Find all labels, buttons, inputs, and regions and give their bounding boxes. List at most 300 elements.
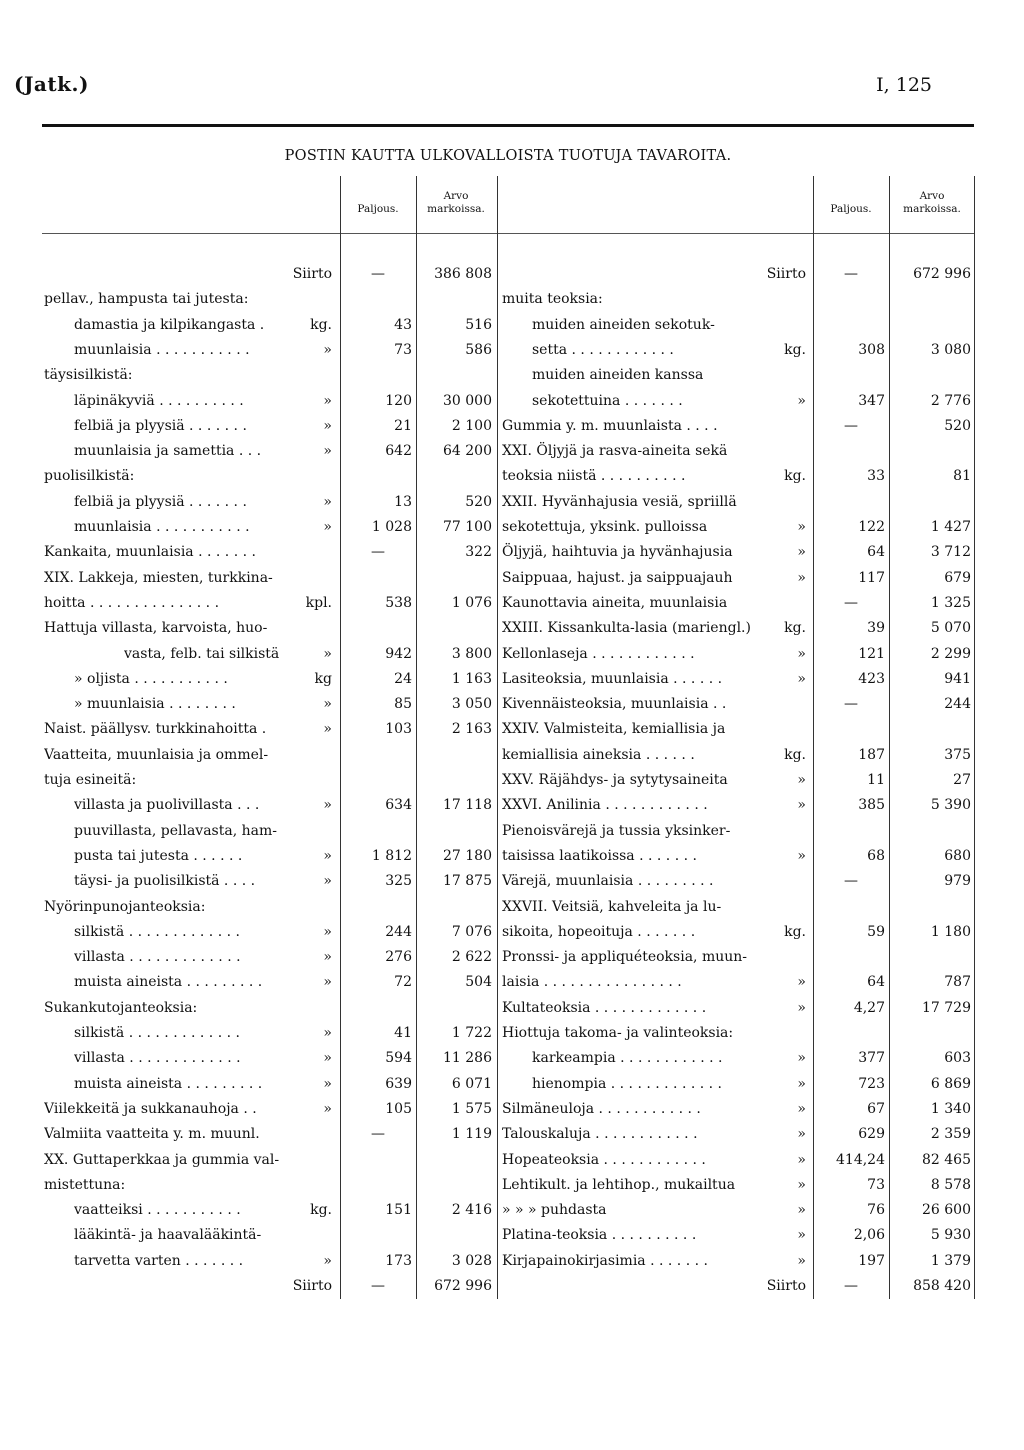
row-unit: »	[797, 1050, 806, 1067]
row-unit: »	[797, 1202, 806, 1219]
row-value: 2 776	[930, 392, 971, 409]
table-row	[0, 1274, 1024, 1299]
row-unit: »	[323, 797, 332, 814]
row-label: Hattuja villasta, karvoista, huo-	[44, 620, 268, 637]
table-row	[0, 439, 1024, 464]
right-qty-header-text: Paljous.	[830, 203, 872, 215]
row-quantity: 68	[867, 847, 885, 864]
row-quantity: 73	[394, 341, 412, 358]
row-label: silkistä . . . . . . . . . . . . .	[74, 1025, 240, 1041]
row-label: muiden aineiden sekotuk-	[532, 316, 715, 333]
row-quantity: 187	[858, 746, 885, 763]
row-quantity: 24	[394, 670, 412, 687]
right-value-header-line2: markoissa.	[903, 203, 961, 215]
row-label: Nyörinpunojanteoksia:	[44, 898, 206, 915]
row-unit: Siirto	[292, 266, 332, 282]
table-row	[0, 414, 1024, 439]
table-row	[0, 515, 1024, 540]
row-unit: »	[323, 645, 332, 662]
row-value: 17 729	[922, 999, 971, 1016]
table-row	[0, 540, 1024, 565]
right-qty-header	[813, 203, 889, 216]
row-quantity: 325	[385, 873, 412, 890]
table-row	[0, 490, 1024, 515]
table-row	[0, 363, 1024, 388]
table-row	[0, 1173, 1024, 1198]
row-label: XXVI. Anilinia . . . . . . . . . . . .	[502, 797, 708, 814]
row-quantity: 1 028	[371, 519, 412, 535]
row-label: villasta ja puolivillasta . . .	[74, 797, 260, 814]
row-label: hoitta . . . . . . . . . . . . . . .	[44, 594, 220, 611]
row-value: 516	[465, 316, 492, 333]
row-unit: »	[323, 1025, 332, 1041]
row-label: Valmiita vaatteita y. m. muunl.	[44, 1126, 260, 1143]
table-row	[0, 692, 1024, 717]
row-value: 3 800	[451, 645, 492, 662]
row-quantity: 629	[858, 1126, 885, 1143]
table-row	[0, 996, 1024, 1021]
row-label: felbiä ja plyysiä . . . . . . .	[74, 417, 247, 434]
row-unit: »	[323, 1050, 332, 1067]
table-row	[0, 793, 1024, 818]
row-label: sekotettuina . . . . . . .	[532, 392, 683, 409]
row-quantity: 64	[867, 974, 885, 991]
row-value: 1 427	[930, 519, 971, 535]
row-quantity: 2,06	[853, 1227, 885, 1244]
row-unit: »	[797, 999, 806, 1016]
table-row	[0, 768, 1024, 793]
row-unit: »	[797, 1252, 806, 1269]
row-quantity: 538	[385, 594, 412, 611]
row-label: Lasiteoksia, muunlaisia . . . . . .	[502, 670, 723, 687]
row-unit: kg.	[784, 746, 806, 763]
row-unit: »	[797, 847, 806, 864]
table-row	[0, 1249, 1024, 1274]
row-unit: »	[323, 493, 332, 510]
row-value: 979	[944, 873, 971, 890]
table-row	[0, 313, 1024, 338]
row-unit: »	[797, 974, 806, 991]
row-label: muiden aineiden kanssa	[532, 367, 704, 384]
row-value: 1 575	[451, 1100, 492, 1117]
row-quantity: 942	[385, 645, 412, 662]
row-label: Kivennäisteoksia, muunlaisia . .	[502, 696, 727, 713]
row-value: 520	[944, 417, 971, 434]
row-unit: »	[323, 1252, 332, 1269]
row-quantity: 39	[867, 620, 885, 637]
row-value: 3 712	[930, 544, 971, 561]
row-label: Kultateoksia . . . . . . . . . . . . .	[502, 999, 707, 1016]
row-quantity: 594	[385, 1050, 412, 1067]
row-value: 858 420	[913, 1278, 971, 1294]
row-value: 64 200	[443, 443, 492, 460]
row-label: pellav., hampusta tai jutesta:	[44, 291, 249, 308]
row-label: XXIV. Valmisteita, kemiallisia ja	[502, 721, 726, 738]
row-label: Pronssi- ja appliquéteoksia, muun-	[502, 949, 747, 966]
row-unit: »	[323, 443, 332, 460]
row-value: 1 340	[930, 1100, 971, 1117]
row-value: 679	[944, 569, 971, 586]
row-unit: kg.	[784, 341, 806, 358]
row-value: 1 379	[930, 1252, 971, 1269]
right-value-header-line1: Arvo	[919, 190, 945, 202]
row-label: puuvillasta, pellavasta, ham-	[74, 822, 277, 839]
row-quantity: 639	[385, 1075, 412, 1092]
row-value: 1 076	[451, 594, 492, 611]
row-label: Öljyjä, haihtuvia ja hyvänhajusia	[502, 544, 733, 561]
table-row	[0, 1072, 1024, 1097]
row-label: täysisilkistä:	[44, 367, 133, 384]
row-value: 244	[944, 696, 971, 713]
row-unit: »	[797, 569, 806, 586]
row-quantity: —	[844, 873, 858, 890]
row-value: 17 118	[443, 797, 492, 814]
row-quantity: 72	[394, 974, 412, 991]
row-quantity: 423	[858, 670, 885, 687]
row-unit: Siirto	[292, 1278, 332, 1294]
row-value: 322	[465, 544, 492, 561]
left-value-header	[416, 190, 496, 216]
row-label: teoksia niistä . . . . . . . . . .	[502, 468, 686, 485]
row-quantity: 122	[858, 519, 885, 535]
row-value: 1 180	[930, 923, 971, 940]
table-row	[0, 389, 1024, 414]
left-value-header-line2: markoissa.	[427, 203, 485, 215]
table-row	[0, 920, 1024, 945]
row-label: Gummia y. m. muunlaista . . . .	[502, 417, 718, 434]
row-unit: »	[797, 544, 806, 561]
row-unit: kg	[314, 670, 332, 687]
table-row	[0, 844, 1024, 869]
row-label: hienompia . . . . . . . . . . . . .	[532, 1075, 722, 1092]
row-label: muunlaisia . . . . . . . . . . .	[74, 519, 250, 535]
row-label: silkistä . . . . . . . . . . . . .	[74, 923, 240, 940]
row-value: 82 465	[922, 1151, 971, 1168]
row-value: 5 390	[930, 797, 971, 814]
row-unit: »	[323, 949, 332, 966]
row-value: 603	[944, 1050, 971, 1067]
row-label: tarvetta varten . . . . . . .	[74, 1252, 244, 1269]
row-label: laisia . . . . . . . . . . . . . . . .	[502, 974, 682, 991]
row-value: 2 299	[930, 645, 971, 662]
row-unit: kg.	[784, 923, 806, 940]
row-label: » » » puhdasta	[502, 1202, 607, 1219]
row-quantity: 121	[858, 645, 885, 662]
row-label: setta . . . . . . . . . . . .	[532, 341, 674, 358]
row-value: 6 071	[451, 1075, 492, 1092]
row-value: 1 163	[451, 670, 492, 687]
row-value: 26 600	[922, 1202, 971, 1219]
row-value: 680	[944, 847, 971, 864]
row-value: 30 000	[443, 392, 492, 409]
row-quantity: 4,27	[853, 999, 885, 1016]
row-value: 81	[953, 468, 971, 485]
row-value: 6 869	[930, 1075, 971, 1092]
row-label: Värejä, muunlaisia . . . . . . . . .	[502, 873, 714, 890]
table-row	[0, 1021, 1024, 1046]
row-unit: »	[797, 1126, 806, 1143]
row-label: sekotettuja, yksink. pulloissa	[502, 519, 708, 535]
row-label: Hopeateoksia . . . . . . . . . . . .	[502, 1151, 706, 1168]
row-unit: »	[797, 392, 806, 409]
row-value: 1 722	[451, 1025, 492, 1041]
row-value: 586	[465, 341, 492, 358]
row-label: Pienoisvärejä ja tussia yksinker-	[502, 822, 731, 839]
row-quantity: 173	[385, 1252, 412, 1269]
row-value: 504	[465, 974, 492, 991]
row-quantity: 11	[867, 772, 885, 788]
row-label: lääkintä- ja haavalääkintä-	[74, 1227, 262, 1244]
row-value: 7 076	[451, 923, 492, 940]
row-label: Silmäneuloja . . . . . . . . . . . .	[502, 1100, 701, 1117]
row-quantity: —	[844, 1278, 858, 1294]
row-value: 2 163	[451, 721, 492, 738]
row-label: XXVII. Veitsiä, kahveleita ja lu-	[502, 898, 722, 915]
row-value: 27	[953, 772, 971, 788]
row-quantity: 21	[394, 417, 412, 434]
row-unit: »	[323, 974, 332, 991]
row-unit: Siirto	[766, 1278, 806, 1294]
row-value: 8 578	[930, 1176, 971, 1193]
row-label: Saippuaa, hajust. ja saippuajauh	[502, 569, 733, 586]
row-label: kemiallisia aineksia . . . . . .	[502, 746, 695, 763]
table-row	[0, 667, 1024, 692]
row-unit: »	[797, 797, 806, 814]
row-unit: »	[797, 645, 806, 662]
row-value: 672 996	[913, 266, 971, 282]
row-value: 3 050	[451, 696, 492, 713]
row-unit: »	[797, 1075, 806, 1092]
table-row	[0, 945, 1024, 970]
row-unit: Siirto	[766, 266, 806, 282]
row-value: 1 325	[930, 594, 971, 611]
table-row	[0, 566, 1024, 591]
left-value-header-line1: Arvo	[443, 190, 469, 202]
row-quantity: 723	[858, 1075, 885, 1092]
right-value-header	[889, 190, 975, 216]
row-value: 672 996	[434, 1278, 492, 1294]
table-row	[0, 338, 1024, 363]
row-quantity: 151	[385, 1202, 412, 1219]
table-row	[0, 819, 1024, 844]
row-label: tuja esineitä:	[44, 772, 137, 788]
table-row	[0, 1148, 1024, 1173]
table-row	[0, 591, 1024, 616]
row-unit: »	[323, 847, 332, 864]
row-unit: kg.	[784, 468, 806, 485]
table-row	[0, 717, 1024, 742]
row-unit: »	[797, 1100, 806, 1117]
row-label: XX. Guttaperkkaa ja gummia val-	[44, 1151, 280, 1168]
table-row	[0, 1046, 1024, 1071]
row-quantity: —	[844, 417, 858, 434]
row-label: Kirjapainokirjasimia . . . . . . .	[502, 1252, 708, 1269]
page-title: POSTIN KAUTTA ULKOVALLOISTA TUOTUJA TAVAROITA.	[284, 148, 732, 164]
row-label: muista aineista . . . . . . . . .	[74, 974, 263, 991]
row-unit: »	[797, 1227, 806, 1244]
row-label: XXI. Öljyjä ja rasva-aineita sekä	[502, 443, 728, 460]
row-unit: »	[323, 721, 332, 738]
row-unit: »	[323, 1100, 332, 1117]
row-quantity: —	[844, 266, 858, 282]
row-quantity: 64	[867, 544, 885, 561]
row-quantity: 377	[858, 1050, 885, 1067]
table-row	[0, 970, 1024, 995]
header-bottom-rule-left	[42, 233, 498, 234]
row-label: XIX. Lakkeja, miesten, turkkina-	[44, 569, 273, 586]
row-quantity: 347	[858, 392, 885, 409]
row-label: » muunlaisia . . . . . . . .	[74, 696, 236, 713]
row-value: 3 080	[930, 341, 971, 358]
row-value: 5 930	[930, 1227, 971, 1244]
row-label: vasta, felb. tai silkistä	[124, 645, 280, 662]
row-value: 5 070	[930, 620, 971, 637]
row-label: täysi- ja puolisilkistä . . . .	[74, 873, 256, 890]
row-quantity: 76	[867, 1202, 885, 1219]
row-label: muita teoksia:	[502, 291, 603, 308]
top-rule	[42, 124, 974, 127]
row-label: damastia ja kilpikangasta .	[74, 316, 265, 333]
row-label: Platina-teoksia . . . . . . . . . .	[502, 1227, 697, 1244]
row-quantity: —	[371, 1126, 385, 1143]
row-unit: »	[323, 392, 332, 409]
row-quantity: 634	[385, 797, 412, 814]
row-label: felbiä ja plyysiä . . . . . . .	[74, 493, 247, 510]
row-unit: »	[797, 1176, 806, 1193]
row-value: 77 100	[443, 519, 492, 535]
row-unit: »	[797, 772, 806, 788]
row-unit: kpl.	[305, 594, 332, 611]
row-quantity: —	[844, 594, 858, 611]
row-value: 17 875	[443, 873, 492, 890]
row-label: Sukankutojanteoksia:	[44, 999, 198, 1016]
row-quantity: 73	[867, 1176, 885, 1193]
row-label: Hiottuja takoma- ja valinteoksia:	[502, 1025, 734, 1041]
row-quantity: 13	[394, 493, 412, 510]
table-row	[0, 1223, 1024, 1248]
row-label: Lehtikult. ja lehtihop., mukailtua	[502, 1176, 736, 1193]
row-label: pusta tai jutesta . . . . . .	[74, 847, 243, 864]
row-label: XXII. Hyvänhajusia vesiä, spriillä	[502, 493, 737, 510]
row-label: » oljista . . . . . . . . . . .	[74, 670, 228, 687]
row-unit: »	[323, 873, 332, 890]
header-continuation-label: (Jatk.)	[14, 72, 89, 96]
row-label: puolisilkistä:	[44, 468, 135, 485]
row-unit: kg.	[784, 620, 806, 637]
row-value: 787	[944, 974, 971, 991]
row-quantity: —	[844, 696, 858, 713]
row-label: Kellonlaseja . . . . . . . . . . . .	[502, 645, 695, 662]
row-quantity: 59	[867, 923, 885, 940]
row-unit: »	[797, 1151, 806, 1168]
row-unit: »	[323, 1075, 332, 1092]
row-unit: »	[323, 696, 332, 713]
row-quantity: 117	[858, 569, 885, 586]
row-label: Kaunottavia aineita, muunlaisia	[502, 594, 728, 611]
row-unit: »	[797, 670, 806, 687]
row-label: mistettuna:	[44, 1176, 126, 1193]
row-quantity: 105	[385, 1100, 412, 1117]
row-quantity: 43	[394, 316, 412, 333]
row-unit: »	[323, 417, 332, 434]
row-quantity: 385	[858, 797, 885, 814]
row-value: 1 119	[451, 1126, 492, 1143]
page-number: I, 125	[876, 74, 932, 96]
row-quantity: 1 812	[371, 847, 412, 864]
row-unit: »	[797, 519, 806, 535]
row-quantity: 85	[394, 696, 412, 713]
row-value: 2 359	[930, 1126, 971, 1143]
row-unit: kg.	[310, 316, 332, 333]
row-unit: »	[323, 519, 332, 535]
table-row	[0, 1097, 1024, 1122]
row-value: 27 180	[443, 847, 492, 864]
row-quantity: 308	[858, 341, 885, 358]
row-quantity: 33	[867, 468, 885, 485]
row-label: villasta . . . . . . . . . . . . .	[74, 1050, 241, 1067]
table-row	[0, 287, 1024, 312]
table-row	[0, 1122, 1024, 1147]
row-label: sikoita, hopeoituja . . . . . . .	[502, 923, 696, 940]
row-unit: »	[323, 923, 332, 940]
row-value: 520	[465, 493, 492, 510]
row-label: muunlaisia . . . . . . . . . . .	[74, 341, 250, 358]
table-row	[0, 464, 1024, 489]
row-value: 2 622	[451, 949, 492, 966]
row-label: Vaatteita, muunlaisia ja ommel-	[44, 746, 269, 763]
row-label: taisissa laatikoissa . . . . . . .	[502, 847, 697, 864]
row-quantity: 41	[394, 1025, 412, 1041]
row-quantity: 276	[385, 949, 412, 966]
table-row	[0, 642, 1024, 667]
table-row	[0, 869, 1024, 894]
row-value: 2 100	[451, 417, 492, 434]
left-qty-header	[340, 203, 416, 216]
row-label: XXIII. Kissankulta-lasia (mariengl.)	[502, 620, 751, 637]
row-quantity: 197	[858, 1252, 885, 1269]
row-quantity: 120	[385, 392, 412, 409]
table-row	[0, 616, 1024, 641]
row-label: muunlaisia ja samettia . . .	[74, 443, 262, 460]
table-row	[0, 743, 1024, 768]
row-label: Kankaita, muunlaisia . . . . . . .	[44, 544, 256, 561]
row-label: Viilekkeitä ja sukkanauhoja . .	[44, 1100, 257, 1117]
row-label: muista aineista . . . . . . . . .	[74, 1075, 263, 1092]
table-row	[0, 1198, 1024, 1223]
left-qty-header-text: Paljous.	[357, 203, 399, 215]
row-value: 375	[944, 746, 971, 763]
row-label: villasta . . . . . . . . . . . . .	[74, 949, 241, 966]
table-row	[0, 895, 1024, 920]
row-value: 386 808	[434, 266, 492, 282]
row-label: Talouskaluja . . . . . . . . . . . .	[502, 1126, 698, 1143]
row-value: 3 028	[451, 1252, 492, 1269]
row-unit: kg.	[310, 1202, 332, 1219]
row-quantity: 414,24	[836, 1151, 885, 1168]
row-value: 941	[944, 670, 971, 687]
row-quantity: 642	[385, 443, 412, 460]
row-quantity: —	[371, 544, 385, 561]
row-label: vaatteiksi . . . . . . . . . . .	[74, 1202, 241, 1219]
table-row	[0, 262, 1024, 287]
row-quantity: —	[371, 1278, 385, 1294]
row-quantity: 244	[385, 923, 412, 940]
row-label: karkeampia . . . . . . . . . . . .	[532, 1050, 723, 1067]
row-label: XXV. Räjähdys- ja sytytysaineita	[502, 772, 728, 788]
row-value: 11 286	[443, 1050, 492, 1067]
row-quantity: 67	[867, 1100, 885, 1117]
row-quantity: —	[371, 266, 385, 282]
